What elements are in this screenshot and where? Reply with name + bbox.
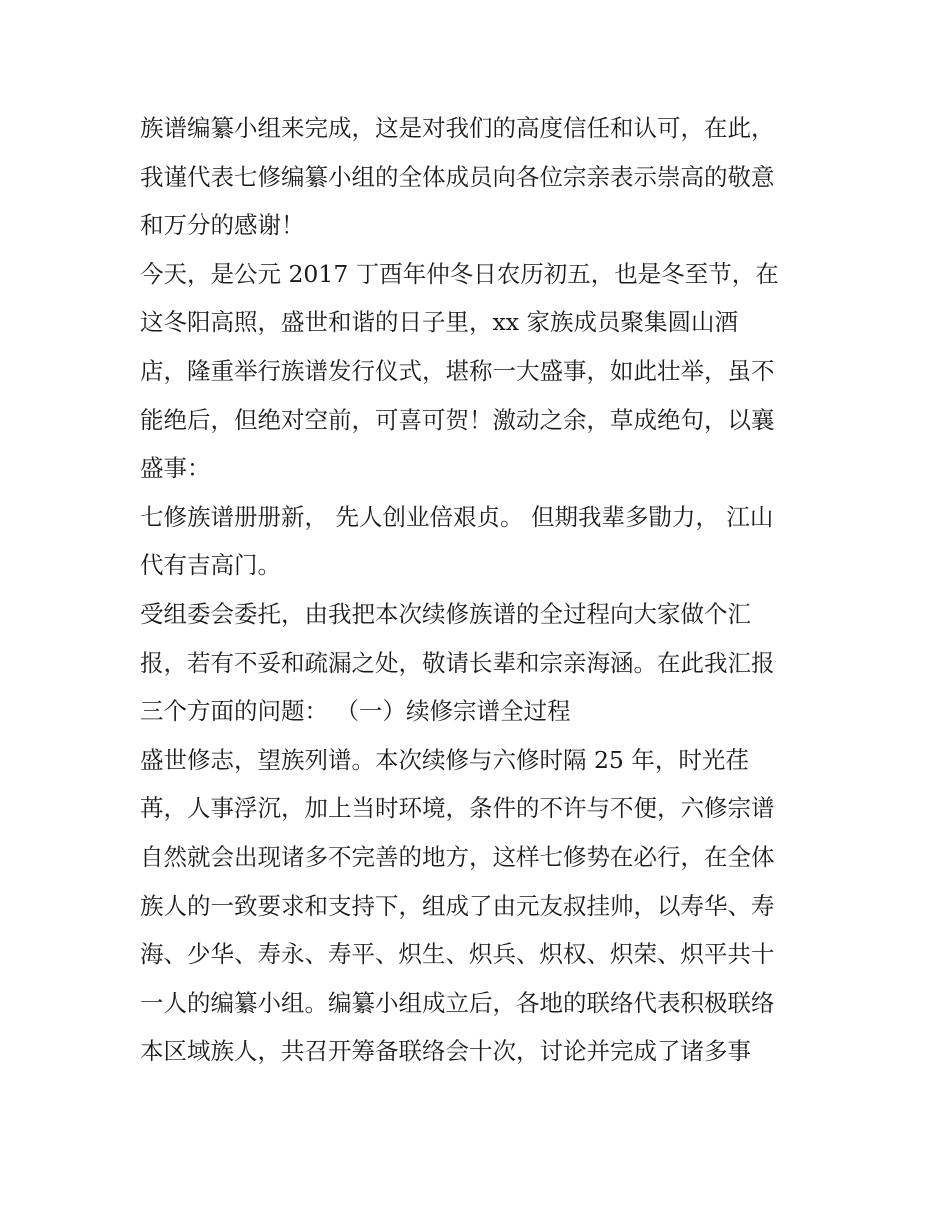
text-line: 和万分的感谢！ [140, 211, 305, 240]
text-line: 苒，人事浮沉，加上当时环境，条件的不许与不便，六修宗谱 [140, 794, 775, 823]
text-line: 三个方面的问题： （一）续修宗谱全过程 [140, 697, 571, 726]
text-line: 本区域族人，共召开筹备联络会十次，讨论并完成了诸多事 [140, 1037, 751, 1066]
text-line: 族人的一致要求和支持下，组成了由元友叔挂帅，以寿华、寿 [140, 891, 775, 920]
text-line: 能绝后，但绝对空前，可喜可贺！激动之余，草成绝句，以襄 [140, 405, 775, 434]
text-line: 这冬阳高照，盛世和谐的日子里，xx 家族成员聚集圆山酒 [140, 308, 738, 337]
text-line: 店，隆重举行族谱发行仪式，堪称一大盛事，如此壮举，虽不 [140, 356, 775, 385]
text-line: 盛世修志，望族列谱。本次续修与六修时隔 25 年，时光荏 [140, 745, 749, 774]
text-line: 我谨代表七修编纂小组的全体成员向各位宗亲表示崇高的敬意 [140, 162, 775, 191]
text-line: 七修族谱册册新， 先人创业倍艰贞。 但期我辈多勖力， 江山 [140, 502, 774, 531]
text-line: 今天，是公元 2017 丁酉年仲冬日农历初五，也是冬至节，在 [140, 259, 779, 288]
text-line: 受组委会委托，由我把本次续修族谱的全过程向大家做个汇 [140, 599, 751, 628]
body-text [140, 104, 820, 1076]
text-line: 报，若有不妥和疏漏之处，敬请长辈和宗亲海涵。在此我汇报 [140, 648, 775, 677]
text-line: 盛事： [140, 454, 211, 483]
text-line: 自然就会出现诸多不完善的地方，这样七修势在必行，在全体 [140, 842, 775, 871]
text-line: 海、少华、寿永、寿平、炽生、炽兵、炽权、炽荣、炽平共十 [140, 940, 775, 969]
text-line: 一人的编纂小组。编纂小组成立后，各地的联络代表积极联络 [140, 988, 775, 1017]
text-line: 代有吉高门。 [140, 551, 281, 580]
text-line: 族谱编纂小组来完成，这是对我们的高度信任和认可，在此， [140, 114, 775, 142]
